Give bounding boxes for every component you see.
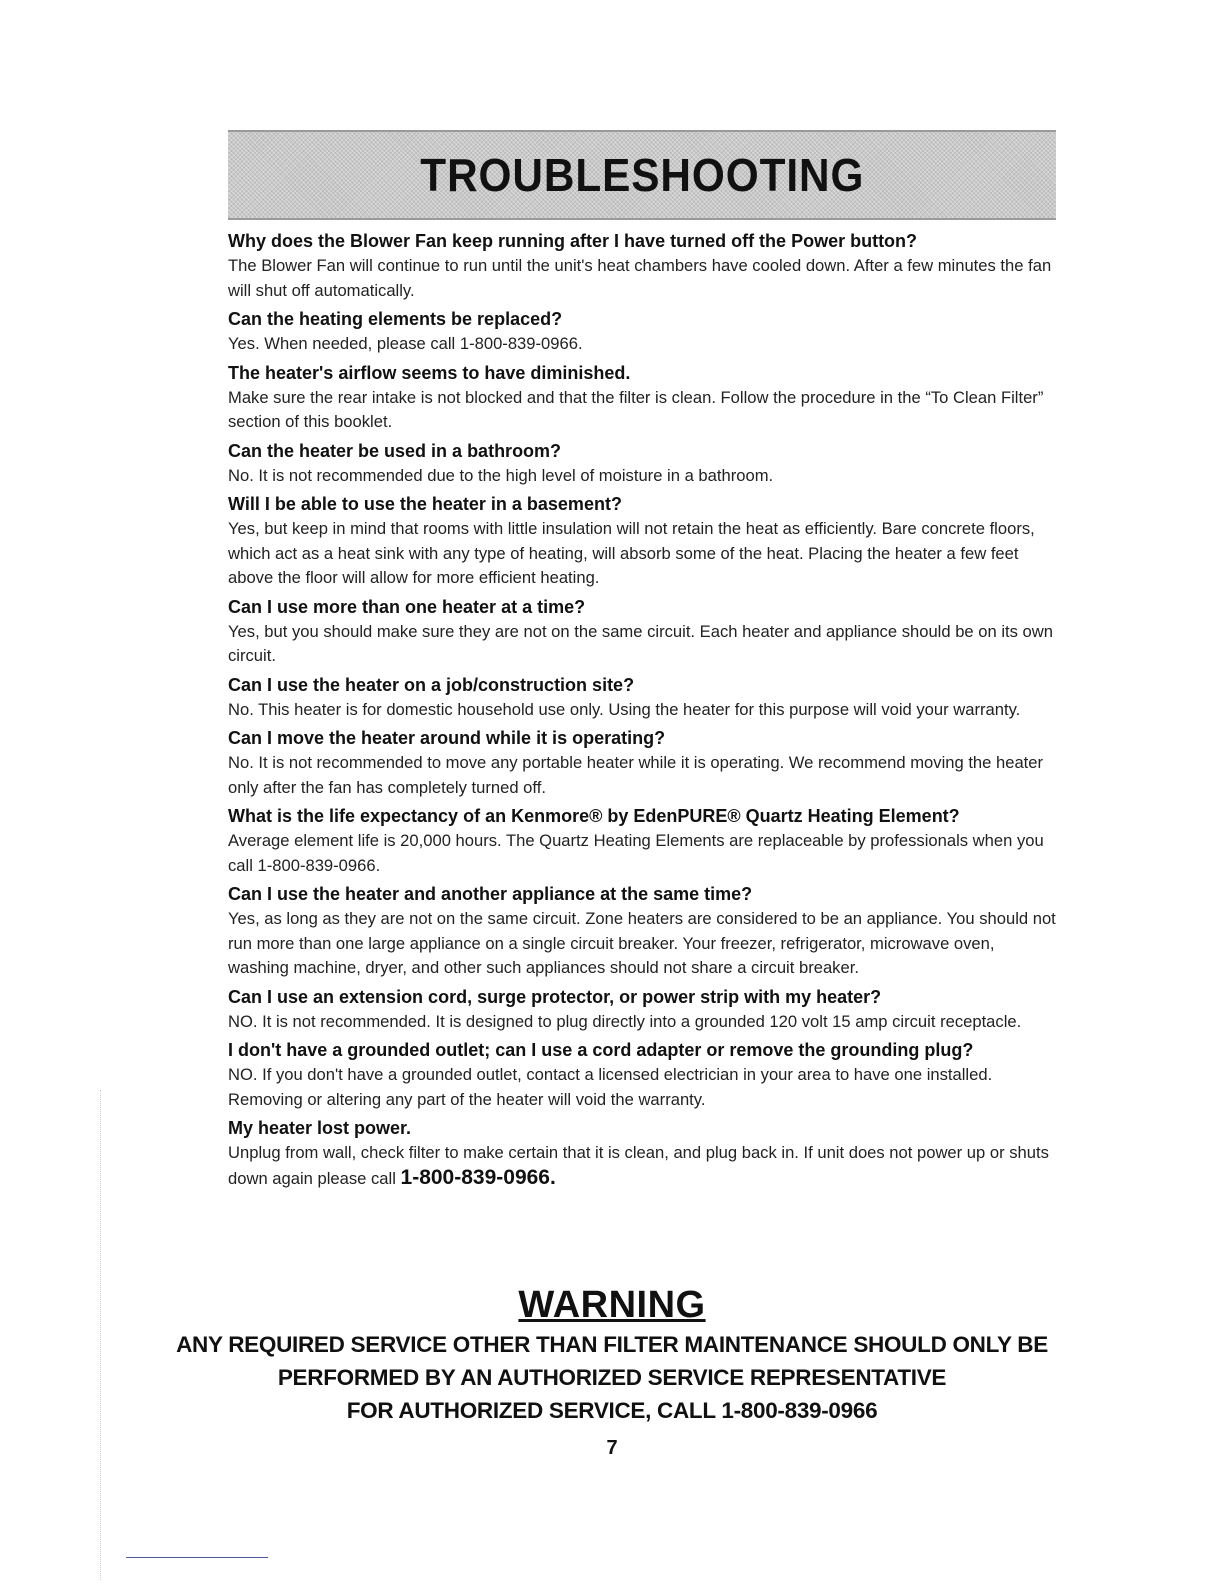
faq-item	[228, 361, 1058, 435]
warning-line-2: PERFORMED BY AN AUTHORIZED SERVICE REPRESENTATIVE	[277, 1365, 947, 1390]
faq-question: Why does the Blower Fan keep running after I have turned off the Power button?	[228, 231, 918, 251]
page-number: 7	[606, 1437, 618, 1459]
faq-item	[228, 307, 1058, 357]
faq-answer: NO. It is not recommended. It is designed to plug directly into a grounded 120 volt 15 amp circuit receptacle.	[228, 1011, 1022, 1031]
warning-line-3: FOR AUTHORIZED SERVICE, CALL 1-800-839-0966	[346, 1398, 878, 1423]
faq-answer: No. It is not recommended to move any portable heater while it is operating. We recommend moving the heater only after the fan has completely turned off.	[228, 753, 1044, 797]
faq-item	[228, 595, 1058, 669]
page-title: TROUBLESHOOTING	[419, 149, 865, 201]
faq-item	[228, 492, 1058, 591]
faq-item	[228, 229, 1058, 303]
faq-question: Will I be able to use the heater in a basement?	[228, 494, 622, 514]
faq-item	[228, 882, 1058, 981]
faq-answer: Make sure the rear intake is not blocked and that the filter is clean. Follow the procedure in the “To Clean Filter” section of this booklet.	[228, 387, 1044, 431]
faq-section	[228, 229, 1058, 1195]
faq-question: My heater lost power.	[228, 1118, 412, 1138]
faq-question: The heater's airflow seems to have diminished.	[228, 362, 631, 383]
faq-answer: The Blower Fan will continue to run until the unit's heat chambers have cooled down. After a few minutes the fan will shut off automatically.	[228, 256, 1052, 300]
faq-answer: Yes, but keep in mind that rooms with little insulation will not retain the heat as efficiently. Bare concrete floors, which act as a heat sink with any type of heating, will absorb some of the heat. Placing the heater a few feet above the floor will allow for more efficient heating.	[228, 519, 1035, 587]
warning-line-1: ANY REQUIRED SERVICE OTHER THAN FILTER MAINTENANCE SHOULD ONLY BE	[176, 1332, 1048, 1357]
faq-question: Can I move the heater around while it is operating?	[228, 728, 666, 748]
faq-item	[228, 1116, 1058, 1191]
scan-margin-marks	[100, 1090, 102, 1580]
faq-question: Can the heater be used in a bathroom?	[228, 440, 562, 461]
faq-question: Can I use an extension cord, surge protector, or power strip with my heater?	[228, 986, 882, 1007]
faq-item	[228, 1038, 1058, 1112]
faq-answer: Average element life is 20,000 hours. The Quartz Heating Elements are replaceable by professionals when you call 1-800-839-0966.	[228, 831, 1044, 875]
faq-answer: Yes, but you should make sure they are not on the same circuit. Each heater and appliance should be on its own circuit.	[228, 621, 1053, 665]
faq-answer: NO. If you don't have a grounded outlet, contact a licensed electrician in your area to have one installed. Removing or altering any part of the heater will void the warranty.	[228, 1065, 993, 1109]
footer-rule	[126, 1557, 268, 1558]
faq-question: Can I use more than one heater at a time?	[228, 596, 586, 617]
faq-item	[228, 673, 1058, 723]
faq-answer-text: Unplug from wall, check filter to make certain that it is clean, and plug back in. If unit does not power up or shuts down again please call	[228, 1143, 1049, 1188]
faq-answer: Yes, as long as they are not on the same circuit. Zone heaters are considered to be an appliance. You should not run more than one large appliance on a single circuit breaker. Your freezer, refrigerator, microwave oven, washing machine, dryer, and other such appliances should not share a circuit breaker.	[228, 909, 1056, 977]
faq-item	[228, 804, 1058, 878]
faq-item	[228, 726, 1058, 800]
faq-question: Can I use the heater on a job/construction site?	[228, 674, 635, 695]
faq-item	[228, 439, 1058, 489]
faq-question: What is the life expectancy of an Kenmore® by EdenPURE® Quartz Heating Element?	[228, 806, 960, 826]
faq-item	[228, 985, 1058, 1035]
faq-answer: No. It is not recommended due to the high level of moisture in a bathroom.	[228, 465, 774, 485]
faq-question: Can I use the heater and another appliance at the same time?	[228, 884, 753, 904]
warning-block	[0, 1282, 1224, 1427]
faq-answer: Yes. When needed, please call 1-800-839-0966.	[228, 334, 583, 353]
faq-question: Can the heating elements be replaced?	[228, 309, 563, 329]
service-phone-number: 1-800-839-0966.	[400, 1165, 556, 1189]
faq-answer: No. This heater is for domestic household use only. Using the heater for this purpose will void your warranty.	[228, 699, 1021, 719]
faq-question: I don't have a grounded outlet; can I use a cord adapter or remove the grounding plug?	[228, 1040, 974, 1060]
faq-answer	[228, 1141, 1058, 1191]
warning-title: WARNING	[518, 1284, 706, 1326]
title-banner	[228, 130, 1056, 220]
